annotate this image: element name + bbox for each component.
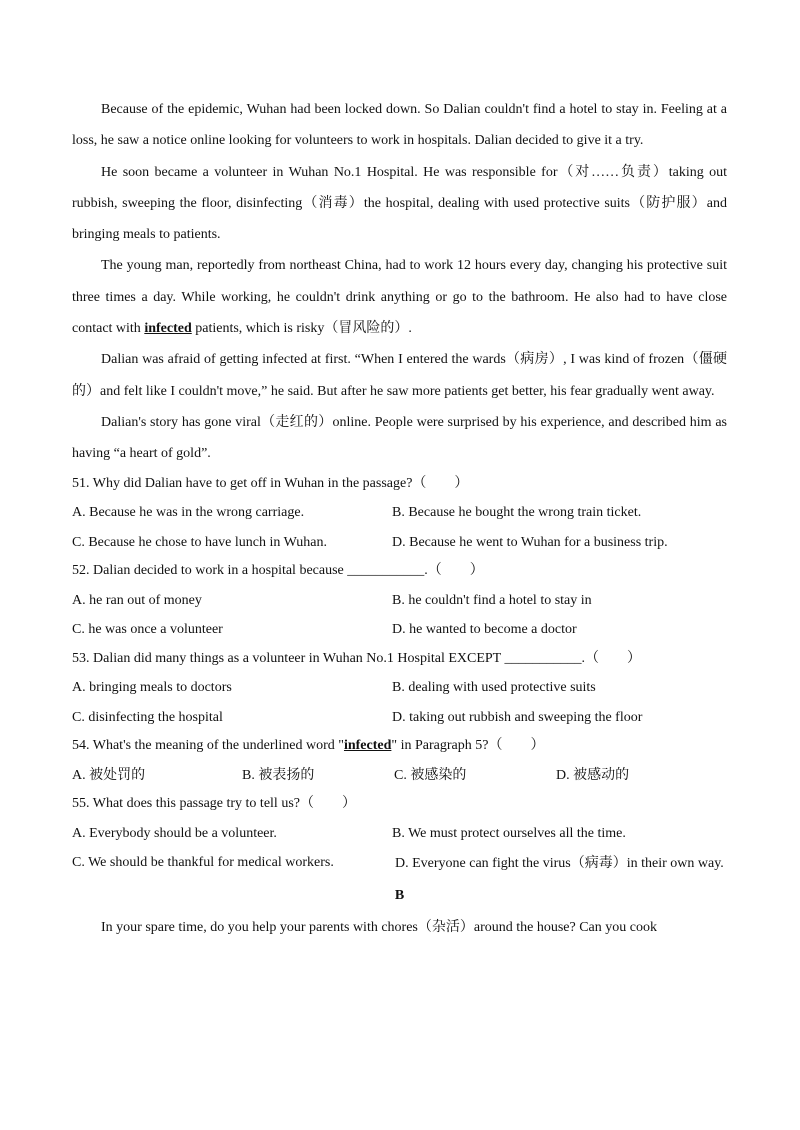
section-b-intro: In your spare time, do you help your parents with chores（杂活）around the house? Can you cook: [101, 920, 657, 936]
q54-underlined-word: infected: [343, 738, 392, 754]
q54-stem-after: " in Paragraph 5?（ ）: [391, 738, 545, 754]
q55-option-d[interactable]: D. Everyone can fight the virus（病毒）in their own way.: [395, 856, 724, 872]
q52-option-b[interactable]: B. he couldn't find a hotel to stay in: [392, 592, 592, 608]
paragraph-3-before: The young man, reportedly from northeast China, had to work 12 hours every day, changing his protective suit three times a day. While working, he couldn't drink anything or go to the bathroom. He also had to have close contact with: [72, 258, 727, 337]
q52-options-row-1: [72, 586, 727, 616]
q55-option-c[interactable]: C. We should be thankful for medical workers.: [72, 855, 334, 871]
document-page: [72, 94, 727, 943]
section-b-heading: B: [394, 888, 405, 904]
q54-options-row: [72, 761, 727, 791]
q52-option-c[interactable]: C. he was once a volunteer: [72, 622, 223, 638]
question-51: 51. Why did Dalian have to get off in Wuhan in the passage?（ ）: [72, 475, 469, 491]
question-53: 53. Dalian did many things as a volunteer in Wuhan No.1 Hospital EXCEPT ___________.（ ）: [72, 650, 641, 666]
paragraph-1: Because of the epidemic, Wuhan had been locked down. So Dalian couldn't find a hotel to stay in. Feeling at a loss, he saw a notice online looking for volunteers to work in hospitals. Dalian decided to give it a try.: [72, 102, 727, 149]
paragraph-3-after: patients, which is risky（冒风险的）.: [191, 321, 412, 337]
q51-option-b[interactable]: B. Because he bought the wrong train ticket.: [392, 505, 642, 521]
q52-option-a[interactable]: A. he ran out of money: [72, 592, 202, 608]
q54-option-b[interactable]: B. 被表扬的: [242, 767, 315, 783]
q54-option-d[interactable]: D. 被感动的: [556, 767, 630, 783]
q53-options-row-1: [72, 673, 727, 703]
q51-option-d[interactable]: D. Because he went to Wuhan for a business trip.: [392, 534, 668, 550]
q55-option-b[interactable]: B. We must protect ourselves all the time.: [392, 825, 626, 841]
q54-stem-before: 54. What's the meaning of the underlined word ": [72, 738, 344, 754]
question-55: 55. What does this passage try to tell us?（ ）: [72, 796, 356, 812]
q53-options-row-2: [72, 703, 727, 733]
q53-option-b[interactable]: B. dealing with used protective suits: [392, 680, 596, 696]
q51-option-c[interactable]: C. Because he chose to have lunch in Wuhan.: [72, 534, 327, 550]
q52-option-d[interactable]: D. he wanted to become a doctor: [392, 622, 577, 638]
question-52: 52. Dalian decided to work in a hospital because ___________.（ ）: [72, 563, 484, 579]
q52-options-row-2: [72, 615, 727, 645]
q51-options-row-1: [72, 498, 727, 528]
underlined-word: infected: [144, 321, 192, 337]
q53-option-d[interactable]: D. taking out rubbish and sweeping the floor: [392, 709, 643, 725]
q54-option-c[interactable]: C. 被感染的: [394, 767, 467, 783]
q51-option-a[interactable]: A. Because he was in the wrong carriage.: [72, 505, 305, 521]
q55-options-row-1: [72, 819, 727, 849]
paragraph-4: Dalian was afraid of getting infected at first. “When I entered the wards（病房）, I was kind of frozen（僵硬的）and felt like I couldn't move,” he said. But after he saw more patients get better, his fear gradually went away.: [72, 352, 727, 399]
q51-options-row-2: [72, 528, 727, 558]
paragraph-3: [72, 250, 727, 344]
question-54: [72, 732, 727, 761]
q53-option-c[interactable]: C. disinfecting the hospital: [72, 709, 223, 725]
paragraph-5: Dalian's story has gone viral（走红的）online. People were surprised by his experience, and described him as having “a heart of gold”.: [72, 414, 727, 462]
paragraph-2: He soon became a volunteer in Wuhan No.1 Hospital. He was responsible for（对……负责）taking out rubbish, sweeping the floor, disinfecting（消毒）the hospital, dealing with used protective suits（防护服）and bringing meals to patients.: [72, 164, 727, 243]
q54-option-a[interactable]: A. 被处罚的: [72, 767, 146, 783]
q55-option-a[interactable]: A. Everybody should be a volunteer.: [72, 825, 277, 841]
q53-option-a[interactable]: A. bringing meals to doctors: [72, 680, 232, 696]
